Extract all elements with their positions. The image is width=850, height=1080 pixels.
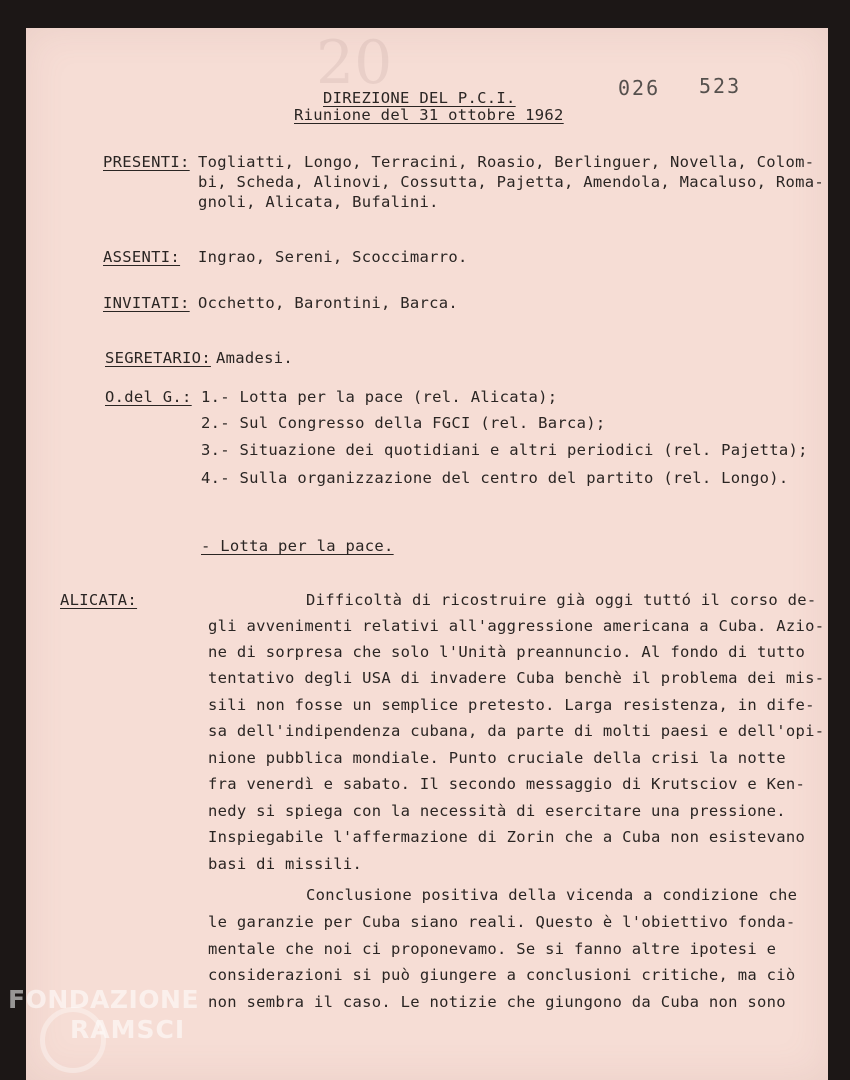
body-line: considerazioni si può giungere a conclusioni critiche, ma ciò (208, 966, 796, 984)
doc-subtitle: Riunione del 31 ottobre 1962 (294, 106, 564, 124)
odg-item: 2.- Sul Congresso della FGCI (rel. Barca); (201, 414, 606, 432)
presenti-line: bi, Scheda, Alinovi, Cossutta, Pajetta, Amendola, Macaluso, Roma- (198, 173, 825, 191)
invitati-text: Occhetto, Barontini, Barca. (198, 294, 459, 312)
body-line: gli avvenimenti relativi all'aggressione americana a Cuba. Azio- (208, 617, 825, 635)
segretario-text: Amadesi. (216, 349, 294, 367)
body-line: basi di missili. (208, 855, 363, 873)
watermark-line1: FONDAZIONE (8, 985, 200, 1014)
odg-item: 1.- Lotta per la pace (rel. Alicata); (201, 388, 558, 406)
body-line: nedy si spiega con la necessità di esercitare una pressione. (208, 802, 786, 820)
body-line: mentale che noi ci proponevamo. Se si fanno altre ipotesi e (208, 940, 777, 958)
fondazione-gramsci-watermark (8, 985, 218, 1075)
body-line: fra venerdì e sabato. Il secondo messaggio di Krutsciov e Ken- (208, 775, 806, 793)
invitati-label: INVITATI: (103, 294, 190, 312)
body-line: Conclusione positiva della vicenda a condizione che (306, 886, 798, 904)
archive-number-2: 523 (699, 74, 742, 98)
body-line: Difficoltà di ricostruire già oggi tuttó il corso de- (306, 591, 817, 609)
body-line: tentativo degli USA di invadere Cuba benchè il problema dei mis- (208, 669, 825, 687)
odg-item: 4.- Sulla organizzazione del centro del partito (rel. Longo). (201, 469, 789, 487)
body-line: sili non fosse un semplice pretesto. Larga resistenza, in dife- (208, 696, 815, 714)
segretario-label: SEGRETARIO: (105, 349, 211, 367)
odg-label: O.del G.: (105, 388, 192, 406)
body-line: le garanzie per Cuba siano reali. Questo è l'obiettivo fonda- (208, 913, 796, 931)
archive-number-1: 026 (618, 76, 661, 100)
watermark-line2: RAMSCI (70, 1015, 186, 1044)
section-title: - Lotta per la pace. (201, 537, 394, 555)
presenti-line: gnoli, Alicata, Bufalini. (198, 193, 439, 211)
body-line: sa dell'indipendenza cubana, da parte di molti paesi e dell'opi- (208, 722, 825, 740)
presenti-line: Togliatti, Longo, Terracini, Roasio, Berlinguer, Novella, Colom- (198, 153, 815, 171)
body-line: Inspiegabile l'affermazione di Zorin che a Cuba non esistevano (208, 828, 806, 846)
assenti-text: Ingrao, Sereni, Scoccimarro. (198, 248, 468, 266)
odg-item: 3.- Situazione dei quotidiani e altri periodici (rel. Pajetta); (201, 441, 808, 459)
bleed-through-mark: 20 (316, 28, 393, 98)
doc-title: DIREZIONE DEL P.C.I. (323, 89, 516, 107)
speaker-label: ALICATA: (60, 591, 138, 609)
presenti-label: PRESENTI: (103, 153, 190, 171)
body-line: non sembra il caso. Le notizie che giungono da Cuba non sono (208, 993, 786, 1011)
body-line: nione pubblica mondiale. Punto cruciale della crisi la notte (208, 749, 786, 767)
assenti-label: ASSENTI: (103, 248, 181, 266)
body-line: ne di sorpresa che solo l'Unità preannuncio. Al fondo di tutto (208, 643, 806, 661)
